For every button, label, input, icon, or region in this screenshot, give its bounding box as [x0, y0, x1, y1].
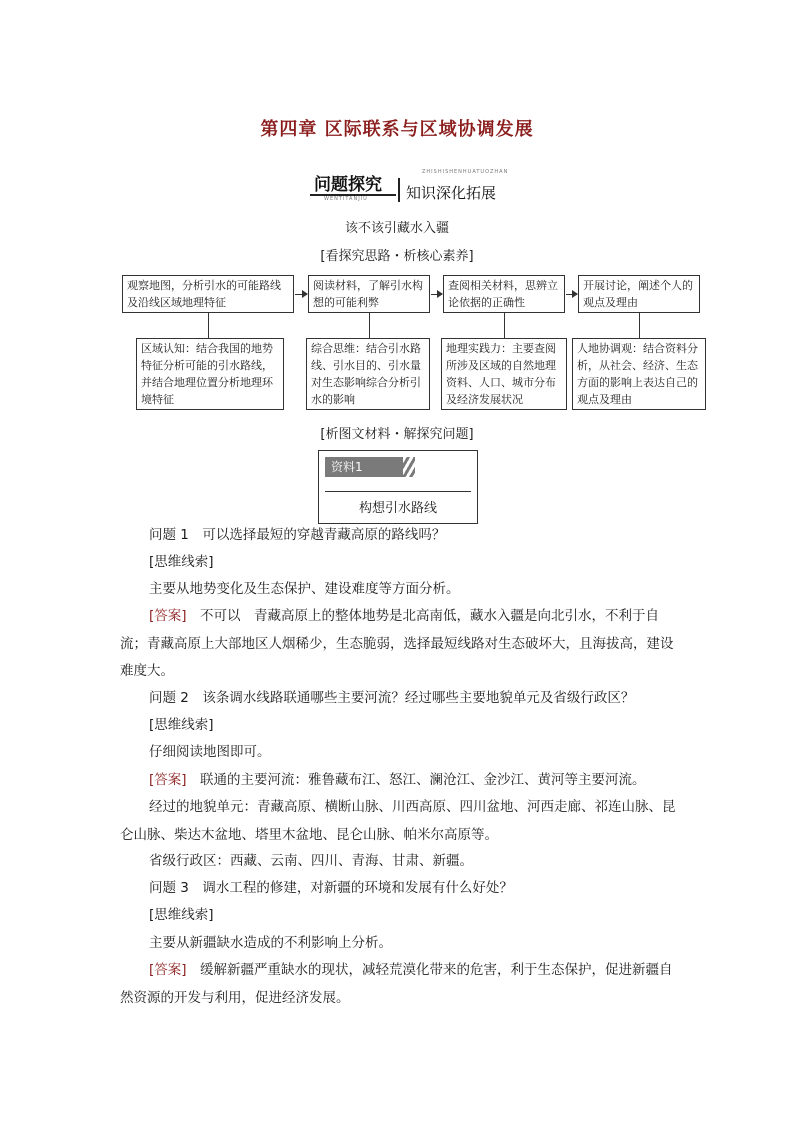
topic-title: 该不该引藏水入疆 [344, 221, 449, 236]
banner-right-subtitle: ZHISHISHENHUATUOZHAN [422, 169, 509, 175]
answer-3-text: 缓解新疆严重缺水的现状，减轻荒漠化带来的危害，利于生态保护，促进新疆自然资源的开发与利用，促进经济发展。 [120, 962, 673, 1006]
flow-connector [208, 313, 209, 338]
section-heading-1: [看探究思路・析核心素养] [320, 249, 474, 264]
flow-connector [369, 313, 370, 338]
flow-competency-3: 地理实践力：主要查阅所涉及区域的自然地理资料、人口、城市分布及经济发展状况 [441, 338, 567, 410]
banner-right-title: 知识深化拓展 [406, 184, 497, 202]
section-heading-2: [析图文材料・解探究问题] [320, 427, 474, 442]
banner-left [310, 170, 396, 202]
answer-3 [120, 957, 676, 1012]
flow-connector [639, 313, 640, 338]
material-divider [325, 491, 471, 492]
clue-1: 主要从地势变化及生态保护、建设难度等方面分析。 [149, 581, 460, 597]
flow-connector [504, 313, 505, 338]
answer-2-provinces: 省级行政区：西藏、云南、四川、青海、甘肃、新疆。 [149, 853, 473, 869]
flow-competency-4: 人地协调观：结合资料分析，从社会、经济、生态方面的影响上表达自己的观点及理由 [572, 338, 706, 410]
banner-left-title: 问题探究 [314, 175, 382, 195]
clue-3: 主要从新疆缺水造成的不利影响上分析。 [149, 935, 392, 951]
answer-2-landforms: 经过的地貌单元：青藏高原、横断山脉、川西高原、四川盆地、河西走廊、祁连山脉、昆仑山脉、柴达木盆地、塔里木盆地、昆仑山脉、帕米尔高原等。 [120, 799, 676, 843]
clue-2: 仔细阅读地图即可。 [149, 744, 271, 760]
material-title: 构想引水路线 [358, 501, 437, 516]
clue-label-3: [思维线索] [149, 907, 214, 923]
question-3: 问题 3 调水工程的修建，对新疆的环境和发展有什么好处？ [149, 880, 513, 896]
flow-arrow [431, 294, 442, 295]
material-tag: 资料1 [325, 457, 403, 477]
answer-2 [120, 767, 676, 795]
answer-1 [120, 603, 676, 686]
flow-step-2: 阅读材料，了解引水构想的可能利弊 [308, 275, 430, 313]
flow-arrow [566, 294, 577, 295]
answer-2-text: 联通的主要河流：雅鲁藏布江、怒江、澜沧江、金沙江、黄河等主要河流。 [186, 772, 646, 788]
flow-step-3: 查阅相关材料，思辨立论依据的正确性 [443, 275, 565, 313]
question-1: 问题 1 可以选择最短的穿越青藏高原的路线吗？ [149, 527, 446, 543]
clue-label-2: [思维线索] [149, 717, 214, 733]
banner-right [398, 169, 518, 202]
clue-label-1: [思维线索] [149, 554, 214, 570]
flow-competency-1: 区域认知：结合我国的地势特征分析可能的引水路线，并结合地理位置分析地理环境特征 [136, 338, 284, 410]
answer-label: [答案] [149, 608, 187, 624]
material-box [318, 450, 478, 524]
flow-step-1: 观察地图，分析引水的可能路线及沿线区域地理特征 [122, 275, 294, 313]
banner-left-subtitle: WENTITANJIU [324, 196, 368, 202]
question-2: 问题 2 该条调水线路联通哪些主要河流？经过哪些主要地貌单元及省级行政区？ [149, 690, 635, 706]
section-banner [310, 170, 520, 206]
answer-label: [答案] [149, 962, 187, 978]
answer-label: [答案] [149, 772, 187, 788]
flow-step-4: 开展讨论，阐述个人的观点及理由 [578, 275, 700, 313]
answer-1-text: 不可以 青藏高原上的整体地势是北高南低，藏水入疆是向北引水，不利于自流；青藏高原上大部地区人烟稀少，生态脆弱，选择最短线路对生态破坏大，且海拔高，建设难度大。 [120, 608, 674, 679]
flow-competency-2: 综合思维：结合引水路线、引水目的、引水量对生态影响综合分析引水的影响 [306, 338, 430, 410]
flow-arrow [295, 294, 307, 295]
chapter-title: 第四章 区际联系与区域协调发展 [260, 119, 534, 140]
